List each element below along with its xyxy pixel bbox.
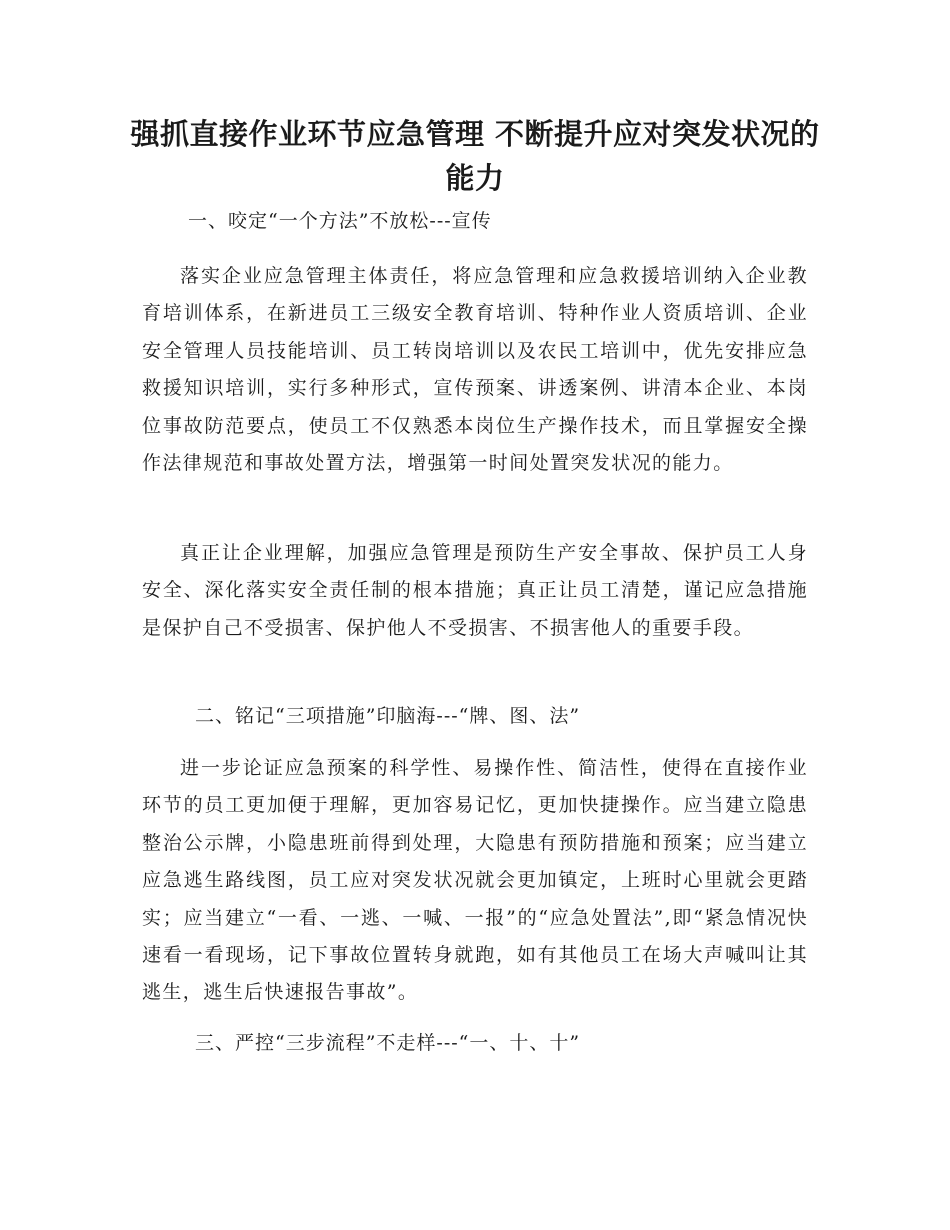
section-heading-1: 一、咬定“一个方法”不放松---宣传 [188,210,492,232]
section-1-paragraph-2: 真正让企业理解，加强应急管理是预防生产安全事故、保护员工人身安全、深化落实安全责任制的根本措施；真正让员工清楚，谨记应急措施是保护自己不受损害、保护他人不受损害、不损害他人的重要手段。 [142,542,808,639]
section-2-paragraph-1: 进一步论证应急预案的科学性、易操作性、简洁性，使得在直接作业环节的员工更加便于理解，更加容易记忆，更加快捷操作。应当建立隐患整治公示牌，小隐患班前得到处理，大隐患有预防措施和预案；应当建立应急逃生路线图，员工应对突发状况就会更加镇定，上班时心里就会更踏实；应当建立“一看、一逃、一喊、一报”的“应急处置法”,即“紧急情况快速看一看现场，记下事故位置转身就跑，如有其他员工在场大声喊叫让其逃生，逃生后快速报告事故”。 [142,757,808,1004]
section-heading-3: 三、严控“三步流程”不走样---“一、十、十” [195,1032,581,1054]
section-1-paragraph-1: 落实企业应急管理主体责任，将应急管理和应急救援培训纳入企业教育培训体系，在新进员工三级安全教育培训、特种作业人资质培训、企业安全管理人员技能培训、员工转岗培训以及农民工培训中，优先安排应急救援知识培训，实行多种形式，宣传预案、讲透案例、讲清本企业、本岗位事故防范要点，使员工不仅熟悉本岗位生产操作技术，而且掌握安全操作法律规范和事故处置方法，增强第一时间处置突发状况的能力。 [142,265,808,475]
section-heading-2: 二、铭记“三项措施”印脑海---“牌、图、法” [195,705,581,727]
document-title: 强抓直接作业环节应急管理 不断提升应对突发状况的能力 [130,117,820,195]
